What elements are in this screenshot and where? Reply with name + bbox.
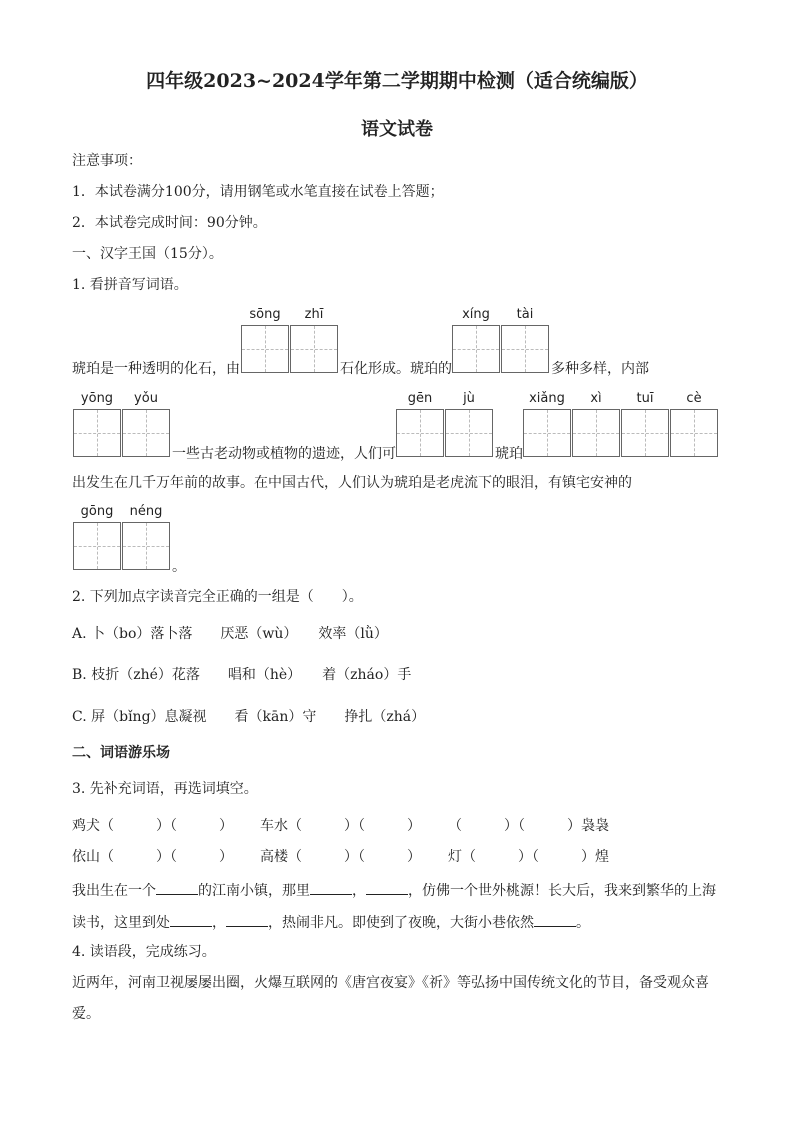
q3-fill-text-2a: 读书，这里到处 [72,915,170,931]
q1-text-1b: 石化形成。琥珀的 [340,361,452,377]
q4-stem: 4. 读语段，完成练习。 [72,944,216,960]
exam-title: 四年级2023~2024学年第二学期期中检测（适合统编版） [146,70,648,92]
pinyin-tai: tài [516,307,534,322]
q1-text-1c: 多种多样，内部 [551,361,649,377]
q2-option-c[interactable]: C. 屏（bǐng）息凝视 看（kān）守 挣扎（zhá） [72,709,426,725]
q1-text-2b: 琥珀 [495,446,523,462]
q3-blank-6[interactable] [534,912,576,927]
q1-text-1a: 琥珀是一种透明的化石，由 [72,361,240,377]
q1-text-2a: 一些古老动物或植物的遗迹，人们可 [172,446,396,462]
pinyin-you: yǒu [134,391,158,406]
notes-item-1: 1．本试卷满分100分，请用钢笔或水笔直接在试卷上答题； [72,184,444,200]
q3-blank-4[interactable] [170,912,212,927]
answer-grid-you[interactable] [122,409,170,457]
answer-grid-yong[interactable] [73,409,121,457]
q3-blank-2[interactable] [310,880,352,895]
q2-option-a[interactable]: A. 卜（bo）落卜落 厌恶（wù） 效率（lǜ） [72,626,388,642]
q3-idiom-2c[interactable]: 灯（ ）（ ）煌 [448,849,609,865]
q3-blank-3[interactable] [366,880,408,895]
pinyin-xi: xì [590,391,602,406]
answer-grid-neng[interactable] [122,522,170,570]
q3-idiom-1a[interactable]: 鸡犬（ ）（ ） [72,818,233,834]
answer-grid-ce[interactable] [670,409,718,457]
q1-text-3: 出发生在几千万年前的故事。在中国古代，人们认为琥珀是老虎流下的眼泪，有镇宅安神的 [72,475,632,491]
q3-stem: 3. 先补充词语，再选词填空。 [72,781,258,797]
q3-idiom-1b[interactable]: 车水（ ）（ ） [260,818,421,834]
section-1-heading: 一、汉字王国（15分）。 [72,246,223,262]
q3-blank-5[interactable] [226,912,268,927]
q3-fill-text-2d: 。 [576,915,590,931]
pinyin-ce: cè [686,391,702,406]
q3-fill-text-1b: 的江南小镇，那里 [198,883,310,899]
answer-grid-ju[interactable] [445,409,493,457]
pinyin-gong: gōng [80,504,114,519]
pinyin-song: sōng [249,307,281,322]
q3-fill-line-1 [72,880,716,900]
pinyin-yong: yōng [80,391,114,406]
pinyin-gen: gēn [407,391,433,406]
pinyin-tui: tuī [636,391,654,406]
answer-grid-xiang[interactable] [523,409,571,457]
q3-fill-text-1d: ，仿佛一个世外桃源！长大后，我来到繁华的上海 [408,883,716,899]
answer-grid-tai[interactable] [501,325,549,373]
q4-paragraph-line-2: 爱。 [72,1006,100,1022]
notes-item-2: 2．本试卷完成时间：90分钟。 [72,215,267,231]
q3-idiom-2a[interactable]: 依山（ ）（ ） [72,849,233,865]
answer-grid-xing[interactable] [452,325,500,373]
q3-fill-text-1a: 我出生在一个 [72,883,156,899]
q3-idiom-2b[interactable]: 高楼（ ）（ ） [260,849,421,865]
notes-heading: 注意事项： [72,153,142,169]
q1-stem: 1. 看拼音写词语。 [72,277,188,293]
q3-fill-text-2c: ，热闹非凡。即使到了夜晚，大街小巷依然 [268,915,534,931]
answer-grid-zhi[interactable] [290,325,338,373]
q1-text-4-end: 。 [172,559,186,575]
q4-paragraph-line-1: 近两年，河南卫视屡屡出圈，火爆互联网的《唐宫夜宴》《祈》等弘扬中国传统文化的节目，备受观众喜 [72,975,709,991]
answer-grid-tui[interactable] [621,409,669,457]
q3-idiom-1c[interactable]: （ ）（ ）袅袅 [448,818,609,834]
q3-fill-text-1c: ， [352,883,366,899]
pinyin-xing: xíng [462,307,490,322]
pinyin-zhi: zhī [304,307,324,322]
q3-blank-1[interactable] [156,880,198,895]
answer-grid-song[interactable] [241,325,289,373]
pinyin-neng: néng [129,504,163,519]
q3-fill-line-2 [72,912,590,932]
exam-subtitle: 语文试卷 [361,119,433,140]
q3-fill-text-2b: ， [212,915,226,931]
q2-option-b[interactable]: B. 枝折（zhé）花落 唱和（hè） 着（zháo）手 [72,667,412,683]
answer-grid-gen[interactable] [396,409,444,457]
section-2-heading: 二、词语游乐场 [72,745,170,761]
answer-grid-xi[interactable] [572,409,620,457]
pinyin-ju: jù [463,391,475,406]
q2-stem: 2. 下列加点字读音完全正确的一组是（ ）。 [72,589,363,605]
pinyin-xiang: xiǎng [529,391,565,406]
answer-grid-gong[interactable] [73,522,121,570]
